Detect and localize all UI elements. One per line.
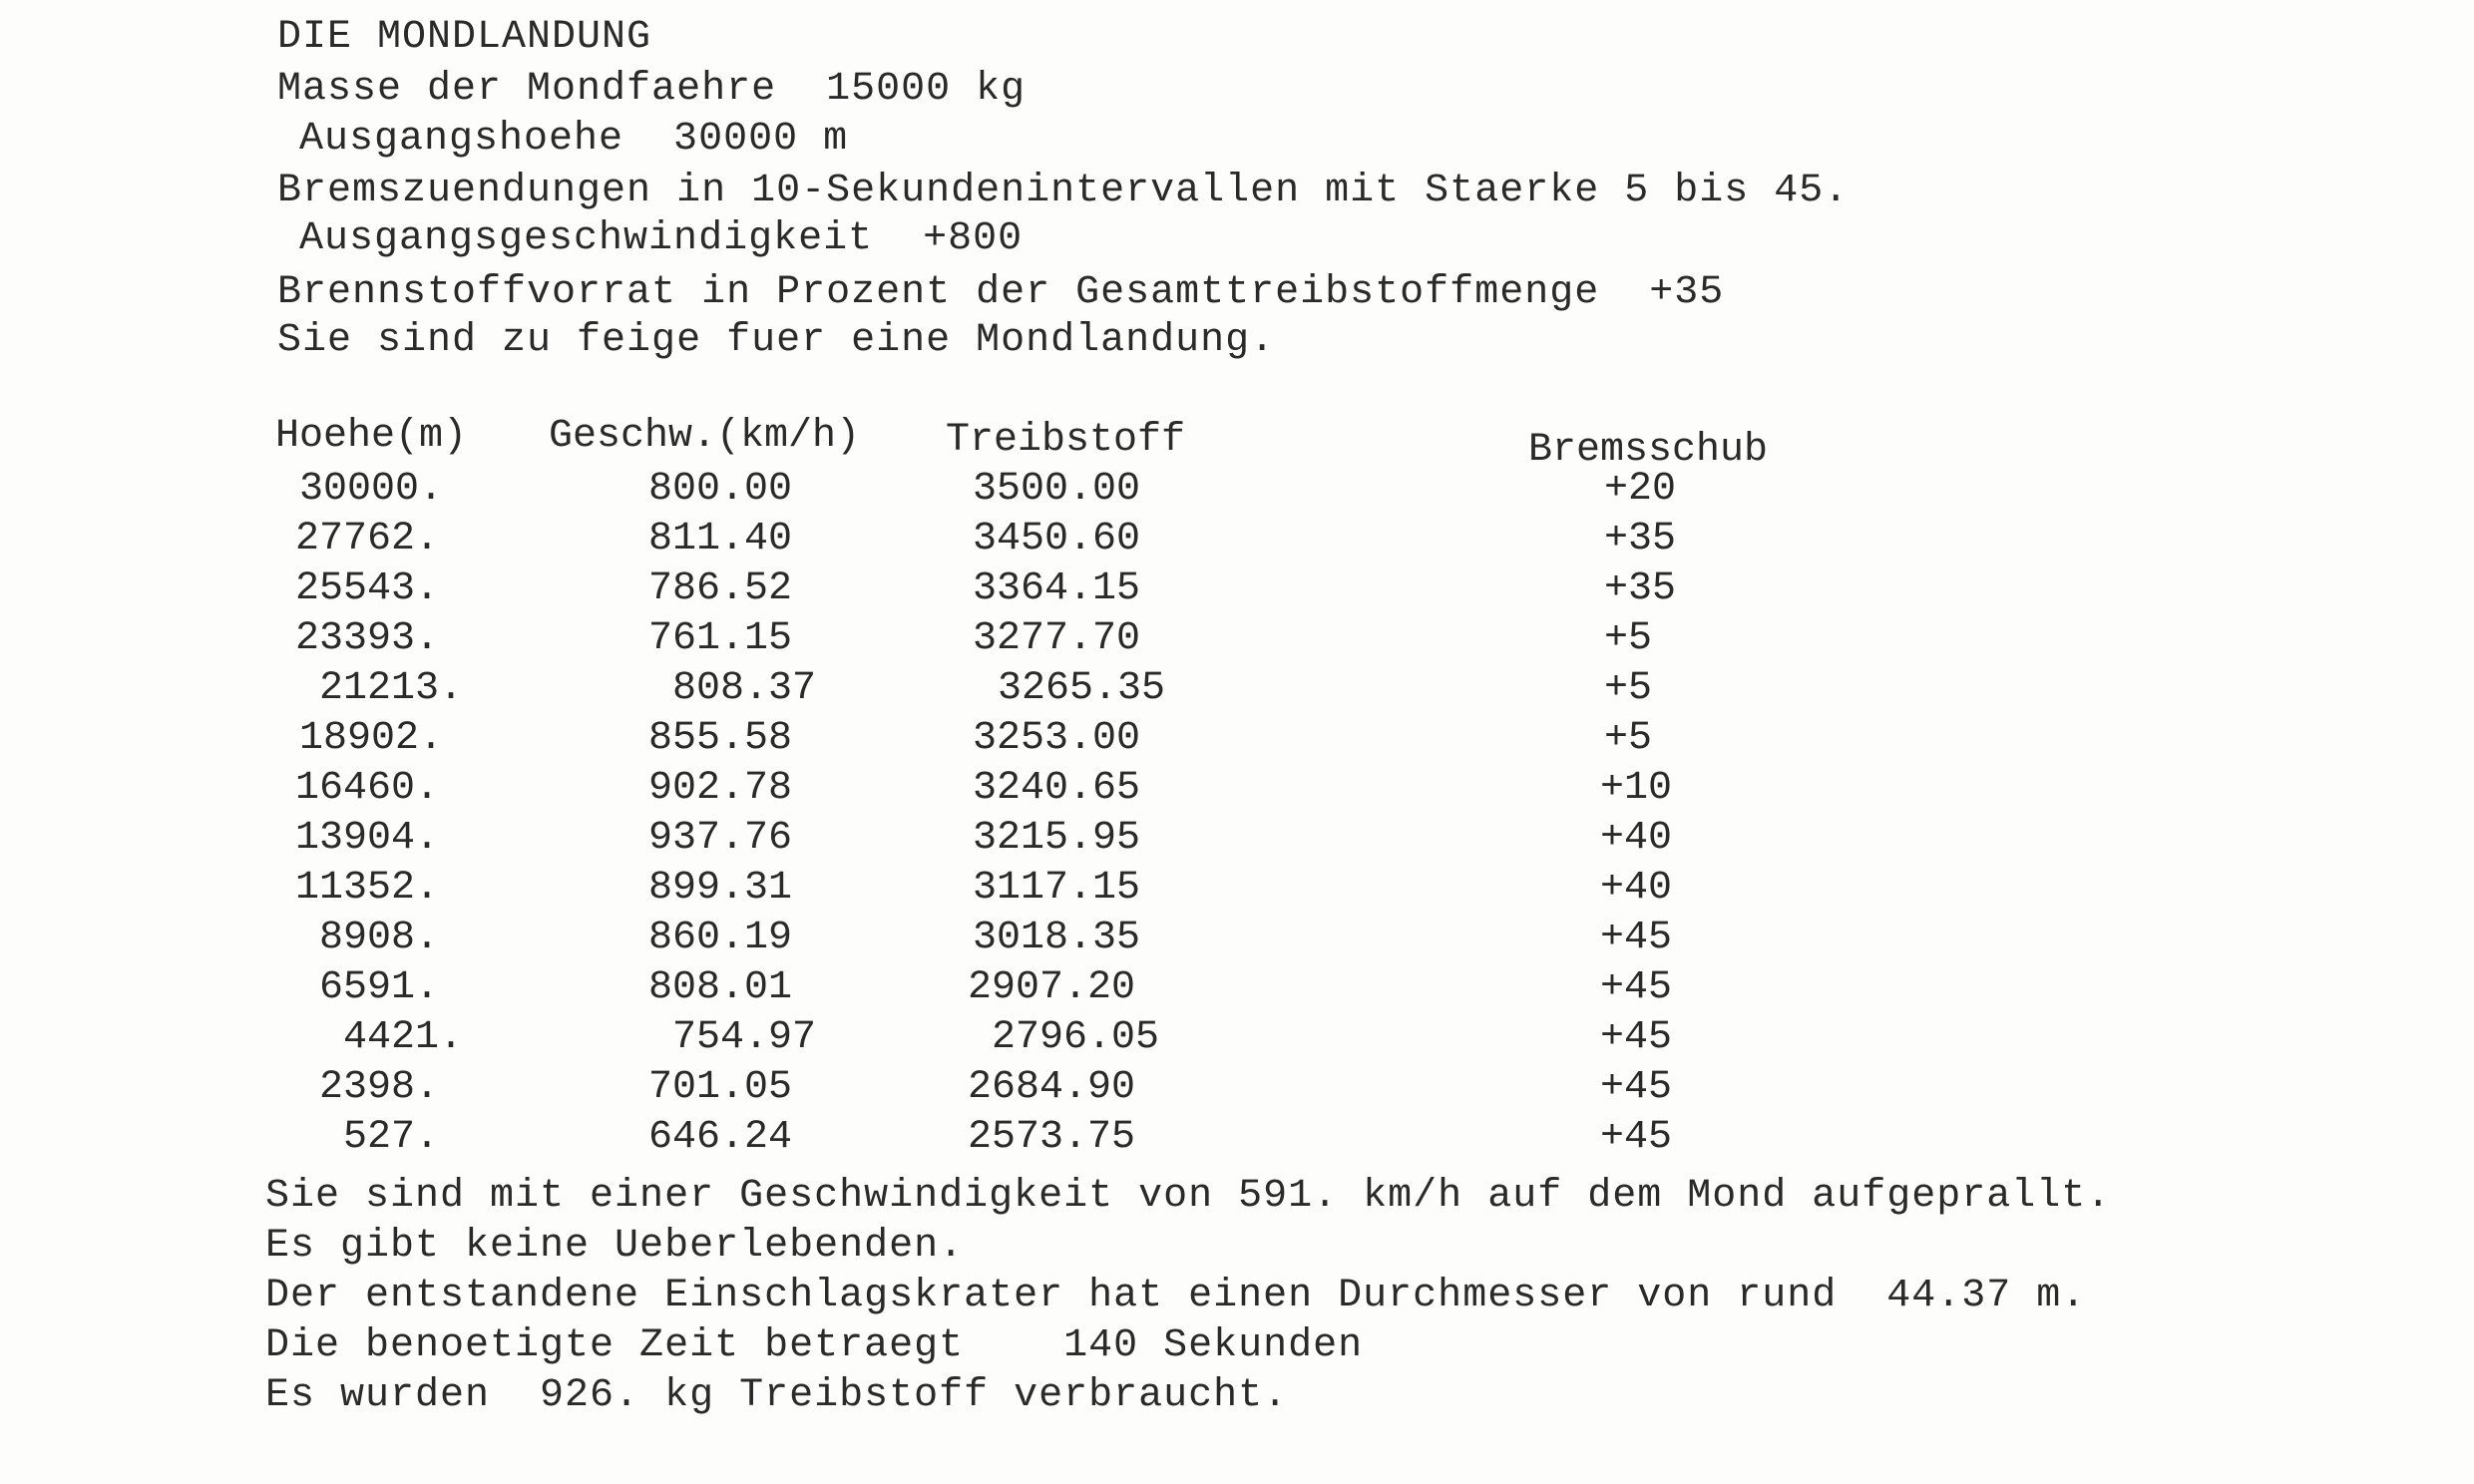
- cell-speed: 937.76: [648, 816, 793, 861]
- table-row: [0, 814, 2474, 864]
- start-height-line: Ausgangshoehe 30000 m: [299, 117, 849, 162]
- cell-thrust: +40: [1600, 816, 1673, 861]
- document-title: DIE MONDLANDUNG: [277, 15, 652, 60]
- cell-fuel: 3240.65: [973, 766, 1141, 811]
- cell-thrust: +40: [1600, 866, 1673, 911]
- cell-thrust: +45: [1600, 1115, 1673, 1160]
- cell-height: 11352.: [295, 866, 440, 911]
- fuel-line: Brennstoffvorrat in Prozent der Gesamttreibstoffmenge +35: [277, 270, 1725, 315]
- header-speed: Geschw.(km/h): [549, 414, 861, 459]
- cell-speed: 811.40: [648, 517, 793, 561]
- header-thrust: Bremsschub: [1528, 428, 1769, 473]
- cell-fuel: 2907.20: [968, 965, 1136, 1010]
- cell-height: 8908.: [319, 916, 440, 960]
- cell-speed: 808.01: [648, 965, 793, 1010]
- cell-fuel: 3215.95: [973, 816, 1141, 861]
- cell-speed: 701.05: [648, 1065, 793, 1110]
- cell-height: 18902.: [299, 716, 444, 761]
- cell-height: 27762.: [295, 517, 440, 561]
- table-row: [0, 914, 2474, 963]
- cell-thrust: +45: [1600, 1065, 1673, 1110]
- cell-height: 4421.: [343, 1015, 464, 1060]
- cell-fuel: 3265.35: [998, 666, 1166, 711]
- cell-height: 30000.: [299, 467, 444, 512]
- table-row: [0, 864, 2474, 914]
- cell-fuel: 3364.15: [973, 566, 1141, 611]
- cell-thrust: +10: [1600, 766, 1673, 811]
- cell-speed: 855.58: [648, 716, 793, 761]
- cell-height: 25543.: [295, 566, 440, 611]
- cell-speed: 800.00: [648, 467, 793, 512]
- cell-fuel: 2684.90: [968, 1065, 1136, 1110]
- cell-thrust: +45: [1600, 1015, 1673, 1060]
- cell-height: 527.: [343, 1115, 440, 1160]
- cell-thrust: +20: [1604, 467, 1677, 512]
- cell-fuel: 3117.15: [973, 866, 1141, 911]
- fuel-used-line: Es wurden 926. kg Treibstoff verbraucht.: [265, 1373, 1289, 1418]
- survivors-line: Es gibt keine Ueberlebenden.: [265, 1224, 965, 1269]
- cell-thrust: +5: [1604, 616, 1653, 661]
- cell-fuel: 2796.05: [992, 1015, 1160, 1060]
- cell-height: 2398.: [319, 1065, 440, 1110]
- table-row: [0, 614, 2474, 664]
- cell-thrust: +45: [1600, 965, 1673, 1010]
- burns-line: Bremszuendungen in 10-Sekundenintervallen mit Staerke 5 bis 45.: [277, 169, 1850, 213]
- cell-fuel: 3450.60: [973, 517, 1141, 561]
- cell-speed: 899.31: [648, 866, 793, 911]
- time-line: Die benoetigte Zeit betraegt 140 Sekunden: [265, 1323, 1364, 1368]
- cell-speed: 646.24: [648, 1115, 793, 1160]
- coward-line: Sie sind zu feige fuer eine Mondlandung.: [277, 318, 1276, 363]
- cell-height: 6591.: [319, 965, 440, 1010]
- table-row: [0, 664, 2474, 714]
- cell-height: 23393.: [295, 616, 440, 661]
- cell-thrust: +35: [1604, 566, 1677, 611]
- table-row: [0, 564, 2474, 614]
- cell-height: 16460.: [295, 766, 440, 811]
- cell-speed: 786.52: [648, 566, 793, 611]
- impact-line: Sie sind mit einer Geschwindigkeit von 591. km/h auf dem Mond aufgeprallt.: [265, 1174, 2112, 1219]
- table-row: [0, 1113, 2474, 1163]
- cell-thrust: +5: [1604, 666, 1653, 711]
- header-fuel: Treibstoff: [946, 418, 1186, 463]
- table-row: [0, 1013, 2474, 1063]
- cell-thrust: +45: [1600, 916, 1673, 960]
- cell-speed: 902.78: [648, 766, 793, 811]
- cell-fuel: 3277.70: [973, 616, 1141, 661]
- cell-height: 21213.: [319, 666, 464, 711]
- cell-speed: 761.15: [648, 616, 793, 661]
- mass-line: Masse der Mondfaehre 15000 kg: [277, 67, 1027, 112]
- cell-thrust: +35: [1604, 517, 1677, 561]
- cell-speed: 754.97: [672, 1015, 817, 1060]
- cell-fuel: 2573.75: [968, 1115, 1136, 1160]
- table-row: [0, 764, 2474, 814]
- crater-line: Der entstandene Einschlagskrater hat einen Durchmesser von rund 44.37 m.: [265, 1274, 2087, 1318]
- table-row: [0, 714, 2474, 764]
- header-height: Hoehe(m): [275, 414, 468, 459]
- cell-fuel: 3500.00: [973, 467, 1141, 512]
- cell-speed: 860.19: [648, 916, 793, 960]
- cell-fuel: 3253.00: [973, 716, 1141, 761]
- start-speed-line: Ausgangsgeschwindigkeit +800: [299, 216, 1024, 261]
- cell-height: 13904.: [295, 816, 440, 861]
- cell-thrust: +5: [1604, 716, 1653, 761]
- table-row: [0, 963, 2474, 1013]
- table-row: [0, 515, 2474, 564]
- cell-speed: 808.37: [672, 666, 817, 711]
- cell-fuel: 3018.35: [973, 916, 1141, 960]
- table-row: [0, 1063, 2474, 1113]
- table-row: [0, 465, 2474, 515]
